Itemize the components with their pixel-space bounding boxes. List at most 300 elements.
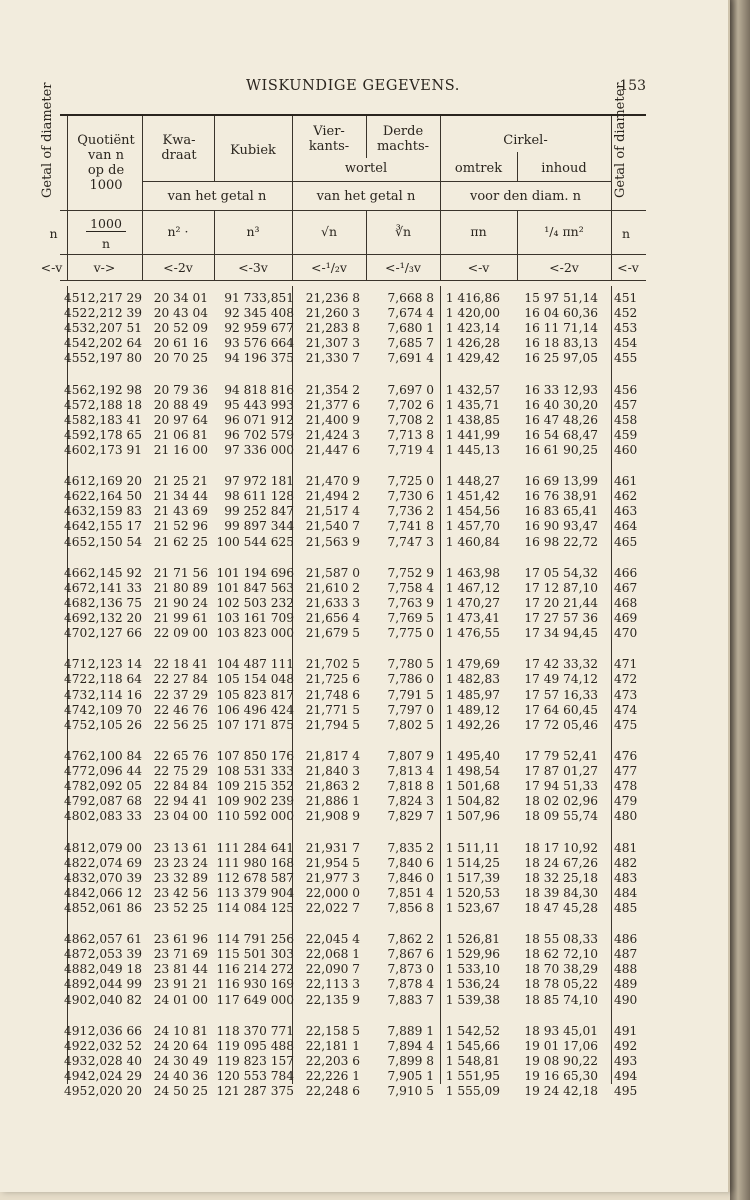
table-cell: 96 071 912: [224, 412, 294, 427]
table-cell: 454: [614, 336, 638, 351]
table-cell: 487: [614, 947, 638, 962]
row-group: [60, 383, 646, 475]
table-cell: 482: [614, 855, 638, 870]
table-cell: 1 460,84: [445, 534, 500, 549]
table-cell: 483: [614, 870, 638, 885]
table-cell: 17 05 54,32: [524, 565, 598, 580]
table-cell: 457: [64, 397, 88, 412]
table-cell: 7,702 6: [387, 397, 434, 412]
header-cirkel: Cirkel-: [503, 133, 548, 148]
table-cell: 21,587 0: [305, 565, 360, 580]
table-cell: 21,260 3: [305, 306, 360, 321]
table-cell: 7,894 4: [387, 1038, 434, 1053]
table-cell: 112 678 587: [216, 870, 294, 885]
table-cell: 1 482,83: [445, 672, 500, 687]
table-cell: 7,797 0: [387, 702, 434, 717]
table-cell: 17 34 94,45: [524, 626, 598, 641]
table-cell: 7,680 1: [387, 321, 434, 336]
table-row: [60, 1069, 646, 1084]
table-row: [60, 718, 646, 733]
table-row: [60, 749, 646, 764]
table-cell: 483: [64, 870, 88, 885]
table-cell: 7,807 9: [387, 748, 434, 763]
table-cell: 492: [614, 1038, 638, 1053]
table-cell: 7,818 8: [387, 779, 434, 794]
table-cell: 2,118 64: [87, 672, 142, 687]
table-cell: 21 34 44: [153, 489, 208, 504]
table-row: [60, 977, 646, 992]
table-cell: 18 47 45,28: [524, 900, 598, 915]
table-cell: 7,786 0: [387, 672, 434, 687]
table-cell: 18 70 38,29: [524, 962, 598, 977]
table-row: [60, 672, 646, 687]
table-cell: 452: [614, 306, 638, 321]
header-quotient: Quotiënt van n op de 1000: [77, 133, 135, 193]
table-cell: 2,188 18: [87, 397, 142, 412]
header-wortel: wortel: [344, 161, 388, 176]
table-cell: 20 43 04: [153, 306, 208, 321]
table-cell: 463: [64, 504, 88, 519]
table-cell: 1 448,27: [445, 474, 500, 489]
table-cell: 21 06 81: [153, 427, 208, 442]
table-cell: 1 454,56: [445, 504, 500, 519]
table-cell: 2,100 84: [87, 748, 142, 763]
table-cell: 96 702 579: [224, 427, 294, 442]
table-cell: 21 99 61: [153, 611, 208, 626]
table-cell: 1 429,42: [445, 351, 500, 366]
table-cell: 22,022 7: [305, 900, 360, 915]
table-cell: 455: [614, 351, 638, 366]
table-row: [60, 947, 646, 962]
shift-arrow: <-2v: [163, 260, 193, 275]
table-cell: 1 426,28: [445, 336, 500, 351]
formula-pi-n: πn: [470, 224, 487, 239]
table-row: [60, 413, 646, 428]
table-cell: 17 64 60,45: [524, 702, 598, 717]
table-cell: 1 420,00: [445, 306, 500, 321]
table-cell: 21,908 9: [305, 809, 360, 824]
table-cell: 22 46 76: [153, 702, 208, 717]
table-cell: 21,817 4: [305, 748, 360, 763]
table-cell: 481: [64, 840, 88, 855]
table-cell: 472: [64, 672, 88, 687]
table-cell: 21,470 9: [305, 474, 360, 489]
table-cell: 7,763 9: [387, 595, 434, 610]
formula-n: n: [49, 226, 58, 241]
table-cell: 17 79 52,41: [524, 748, 598, 763]
table-row: [60, 474, 646, 489]
table-cell: 23 61 96: [153, 932, 208, 947]
table-cell: 7,910 5: [387, 1084, 434, 1099]
table-cell: 22,113 3: [305, 977, 360, 992]
table-row: [60, 504, 646, 519]
table-cell: 16 54 68,47: [524, 427, 598, 442]
table-cell: 7,899 8: [387, 1053, 434, 1068]
table-cell: 458: [614, 412, 638, 427]
table-cell: 2,173 91: [87, 442, 142, 457]
table-cell: 476: [64, 748, 88, 763]
table-cell: 2,049 18: [87, 962, 142, 977]
table-cell: 16 83 65,41: [524, 504, 598, 519]
table-cell: 454: [64, 336, 88, 351]
table-cell: 24 30 49: [153, 1053, 208, 1068]
table-cell: 20 52 09: [153, 321, 208, 336]
table-cell: 20 61 16: [153, 336, 208, 351]
table-cell: 7,829 7: [387, 809, 434, 824]
table-cell: 105 823 817: [216, 687, 294, 702]
table-cell: 456: [64, 382, 88, 397]
table-cell: 485: [614, 900, 638, 915]
table-cell: 1 526,81: [445, 932, 500, 947]
table-cell: 22 09 00: [153, 626, 208, 641]
table-cell: 1 467,12: [445, 580, 500, 595]
table-cell: 1 523,67: [445, 900, 500, 915]
table-cell: 489: [64, 977, 88, 992]
table-cell: 2,096 44: [87, 764, 142, 779]
shift-arrow: <-¹/₂v: [311, 260, 347, 275]
table-cell: 2,183 41: [87, 412, 142, 427]
table-cell: 2,136 75: [87, 595, 142, 610]
table-cell: 21,702 5: [305, 657, 360, 672]
table-row: [60, 1084, 646, 1099]
col-divider: [611, 116, 612, 280]
table-cell: 462: [614, 489, 638, 504]
table-cell: 7,883 7: [387, 992, 434, 1007]
table-cell: 21 16 00: [153, 442, 208, 457]
table-cell: 461: [64, 474, 88, 489]
table-cell: 107 850 176: [216, 748, 294, 763]
table-cell: 2,074 69: [87, 855, 142, 870]
header-voor-den-diam: voor den diam. n: [469, 189, 582, 204]
table-cell: 22,226 1: [305, 1069, 360, 1084]
header-getal-left: Getal of diameter: [40, 82, 55, 198]
table-cell: 468: [64, 595, 88, 610]
table-cell: 1 533,10: [445, 962, 500, 977]
table-cell: 490: [64, 992, 88, 1007]
table-cell: 7,775 0: [387, 626, 434, 641]
table-cell: 493: [64, 1053, 88, 1068]
table-cell: 476: [614, 748, 638, 763]
table-cell: 2,123 14: [87, 657, 142, 672]
table-cell: 1 520,53: [445, 885, 500, 900]
table-cell: 1 451,42: [445, 489, 500, 504]
table-cell: 1 492,26: [445, 717, 500, 732]
shift-arrow: <-v: [467, 260, 490, 275]
table-row: [60, 688, 646, 703]
header-getal-right: Getal of diameter: [613, 82, 628, 198]
table-cell: 451: [64, 291, 88, 305]
table-cell: 22 56 25: [153, 717, 208, 732]
table-row: [60, 764, 646, 779]
table-cell: 495: [614, 1084, 638, 1099]
table-cell: 7,889 1: [387, 1023, 434, 1038]
table-cell: 465: [614, 534, 638, 549]
table-cell: 99 897 344: [224, 519, 294, 534]
table-cell: 18 32 25,18: [524, 870, 598, 885]
table-cell: 488: [64, 962, 88, 977]
table-cell: 21,679 5: [305, 626, 360, 641]
table-row: [60, 291, 646, 306]
table-row: [60, 535, 646, 550]
table-cell: 21,977 3: [305, 870, 360, 885]
table-row: [60, 901, 646, 916]
table-cell: 2,212 39: [87, 306, 142, 321]
table-cell: 7,802 5: [387, 717, 434, 732]
table-cell: 467: [64, 580, 88, 595]
table-cell: 459: [614, 427, 638, 442]
header-vierkants: Vier- kants-: [308, 124, 350, 154]
formula-n-right: n: [621, 226, 631, 241]
table-cell: 21,236 8: [305, 291, 360, 305]
table-cell: 453: [64, 321, 88, 336]
table-cell: 17 49 74,12: [524, 672, 598, 687]
table-cell: 21 25 21: [153, 474, 208, 489]
table-cell: 474: [64, 702, 88, 717]
table-cell: 458: [64, 412, 88, 427]
table-cell: 473: [614, 687, 638, 702]
table-cell: 7,741 8: [387, 519, 434, 534]
table-cell: 2,028 40: [87, 1053, 142, 1068]
table-cell: 7,736 2: [387, 504, 434, 519]
table-cell: 17 72 05,46: [524, 717, 598, 732]
table-cell: 2,145 92: [87, 565, 142, 580]
table-cell: 21,563 9: [305, 534, 360, 549]
table-cell: 118 370 771: [216, 1023, 294, 1038]
table-cell: 94 818 816: [224, 382, 294, 397]
table-cell: 2,087 68: [87, 794, 142, 809]
table-cell: 1 539,38: [445, 992, 500, 1007]
table-cell: 2,066 12: [87, 885, 142, 900]
table-cell: 108 531 333: [216, 764, 294, 779]
table-row: [60, 306, 646, 321]
table-cell: 7,725 0: [387, 474, 434, 489]
table-cell: 2,020 20: [87, 1084, 142, 1099]
table-cell: 21,330 7: [305, 351, 360, 366]
table-cell: 472: [614, 672, 638, 687]
table-cell: 16 04 60,36: [524, 306, 598, 321]
table-cell: 495: [64, 1084, 88, 1099]
running-header: [60, 78, 646, 98]
table-cell: 466: [614, 565, 638, 580]
table-cell: 7,835 2: [387, 840, 434, 855]
table-cell: 106 496 424: [216, 702, 294, 717]
formula-1000-num: 1000: [70, 216, 142, 231]
shift-arrow: v->: [93, 260, 116, 275]
table-cell: 459: [64, 427, 88, 442]
table-cell: 24 01 00: [153, 992, 208, 1007]
header-rule-3: [60, 280, 646, 281]
table-cell: 22,000 0: [305, 885, 360, 900]
table-cell: 18 55 08,33: [524, 932, 598, 947]
table-cell: 22,181 1: [305, 1038, 360, 1053]
table-cell: 116 930 169: [216, 977, 294, 992]
table-cell: 21 43 69: [153, 504, 208, 519]
header-van-het-getal: van het getal n: [167, 189, 267, 204]
table-cell: 2,032 52: [87, 1038, 142, 1053]
table-cell: 23 04 00: [153, 809, 208, 824]
table-cell: 1 423,14: [445, 321, 500, 336]
table-cell: 22,090 7: [305, 962, 360, 977]
table-cell: 2,207 51: [87, 321, 142, 336]
table-cell: 2,192 98: [87, 382, 142, 397]
table-cell: 2,109 70: [87, 702, 142, 717]
table-row: [60, 443, 646, 458]
table-cell: 467: [614, 580, 638, 595]
table-cell: 491: [614, 1023, 638, 1038]
table-cell: 115 501 303: [216, 947, 294, 962]
table-cell: 494: [64, 1069, 88, 1084]
table-cell: 22,045 4: [305, 932, 360, 947]
table-cell: 494: [614, 1069, 638, 1084]
table-row: [60, 657, 646, 672]
table-cell: 119 095 488: [216, 1038, 294, 1053]
table-cell: 18 93 45,01: [524, 1023, 598, 1038]
header-kubiek: Kubiek: [230, 143, 276, 158]
table-cell: 23 81 44: [153, 962, 208, 977]
table-cell: 16 33 12,93: [524, 382, 598, 397]
formula-n2: n² ·: [167, 224, 189, 239]
table-cell: 93 576 664: [224, 336, 294, 351]
table-cell: 471: [614, 657, 638, 672]
table-cell: 469: [64, 611, 88, 626]
table-cell: 103 823 000: [216, 626, 294, 641]
table-cell: 2,127 66: [87, 626, 142, 641]
table-cell: 121 287 375: [216, 1084, 294, 1099]
table-cell: 491: [64, 1023, 88, 1038]
table-cell: 7,747 3: [387, 534, 434, 549]
table-cell: 460: [614, 442, 638, 457]
table-cell: 21,725 6: [305, 672, 360, 687]
table-cell: 21,931 7: [305, 840, 360, 855]
table-cell: 18 39 84,30: [524, 885, 598, 900]
table-row: [60, 703, 646, 718]
formula-cbrt: ∛n: [394, 224, 411, 239]
table-cell: 22 94 41: [153, 794, 208, 809]
table-cell: 21,633 3: [305, 595, 360, 610]
book-page-edge: [730, 0, 750, 1200]
table-cell: 2,061 86: [87, 900, 142, 915]
table-cell: 475: [64, 717, 88, 732]
table-cell: 1 473,41: [445, 611, 500, 626]
table-cell: 7,685 7: [387, 336, 434, 351]
table-cell: 1 514,25: [445, 855, 500, 870]
table-cell: 117 649 000: [216, 992, 294, 1007]
header-rule-2: [60, 254, 646, 255]
table-cell: 18 62 72,10: [524, 947, 598, 962]
table-cell: 7,856 8: [387, 900, 434, 915]
table-cell: 470: [614, 626, 638, 641]
table-cell: 1 441,99: [445, 427, 500, 442]
table-cell: 2,040 82: [87, 992, 142, 1007]
table-cell: 2,024 29: [87, 1069, 142, 1084]
table-row: [60, 351, 646, 366]
table-cell: 7,862 2: [387, 932, 434, 947]
shift-arrow: <-v: [617, 260, 639, 275]
table-cell: 479: [614, 794, 638, 809]
table-cell: 1 435,71: [445, 397, 500, 412]
table-cell: 16 47 48,26: [524, 412, 598, 427]
table-cell: 21,771 5: [305, 702, 360, 717]
table-cell: 21,377 6: [305, 397, 360, 412]
table-row: [60, 962, 646, 977]
table-cell: 19 08 90,22: [524, 1053, 598, 1068]
table-cell: 1 555,09: [445, 1084, 500, 1099]
table-cell: 1 517,39: [445, 870, 500, 885]
table-cell: 2,202 64: [87, 336, 142, 351]
table-cell: 97 972 181: [224, 474, 294, 489]
table-row: [60, 321, 646, 336]
col-divider: [67, 116, 68, 280]
table-cell: 1 529,96: [445, 947, 500, 962]
table-cell: 2,044 99: [87, 977, 142, 992]
table-cell: 119 823 157: [216, 1053, 294, 1068]
table-cell: 111 980 168: [216, 855, 294, 870]
table-cell: 7,697 0: [387, 382, 434, 397]
table-cell: 7,840 6: [387, 855, 434, 870]
table-cell: 17 12 87,10: [524, 580, 598, 595]
table-cell: 1 551,95: [445, 1069, 500, 1084]
table-cell: 21,748 6: [305, 687, 360, 702]
row-group: [60, 474, 646, 566]
table-cell: 2,217 29: [87, 291, 142, 305]
table-cell: 16 40 30,20: [524, 397, 598, 412]
table-cell: 7,846 0: [387, 870, 434, 885]
table-cell: 490: [614, 992, 638, 1007]
table-cell: 22,158 5: [305, 1023, 360, 1038]
table-cell: 1 495,40: [445, 748, 500, 763]
table-cell: 7,851 4: [387, 885, 434, 900]
table-cell: 2,079 00: [87, 840, 142, 855]
table-cell: 2,141 33: [87, 580, 142, 595]
table-cell: 22,068 1: [305, 947, 360, 962]
table-row: [60, 566, 646, 581]
shift-arrow: <-2v: [549, 260, 579, 275]
table-cell: 1 545,66: [445, 1038, 500, 1053]
table-cell: 481: [614, 840, 638, 855]
table-cell: 475: [614, 717, 638, 732]
table-cell: 22 84 84: [153, 779, 208, 794]
table-cell: 1 470,27: [445, 595, 500, 610]
table-cell: 21,517 4: [305, 504, 360, 519]
table-row: [60, 779, 646, 794]
table-cell: 1 507,96: [445, 809, 500, 824]
table-cell: 1 445,13: [445, 442, 500, 457]
table-cell: 21,863 2: [305, 779, 360, 794]
table-cell: 21 80 89: [153, 580, 208, 595]
table-cell: 485: [64, 900, 88, 915]
table-cell: 23 91 21: [153, 977, 208, 992]
table-cell: 21,424 3: [305, 427, 360, 442]
table-cell: 24 20 64: [153, 1038, 208, 1053]
table-cell: 7,813 4: [387, 764, 434, 779]
table-row: [60, 932, 646, 947]
table-cell: 17 27 57 36: [524, 611, 598, 626]
table-cell: 21,954 5: [305, 855, 360, 870]
table-row: [60, 1054, 646, 1069]
table-cell: 7,780 5: [387, 657, 434, 672]
table-cell: 7,708 2: [387, 412, 434, 427]
table-row: [60, 519, 646, 534]
table-cell: 109 902 239: [216, 794, 294, 809]
table-cell: 473: [64, 687, 88, 702]
table-cell: 21,400 9: [305, 412, 360, 427]
table-cell: 21,354 2: [305, 382, 360, 397]
table-cell: 114 084 125: [216, 900, 294, 915]
table-cell: 7,752 9: [387, 565, 434, 580]
page-title: WISKUNDIGE GEGEVENS.: [245, 78, 461, 94]
table-cell: 1 416,86: [445, 291, 500, 305]
formula-sqrt: √n: [320, 224, 337, 239]
